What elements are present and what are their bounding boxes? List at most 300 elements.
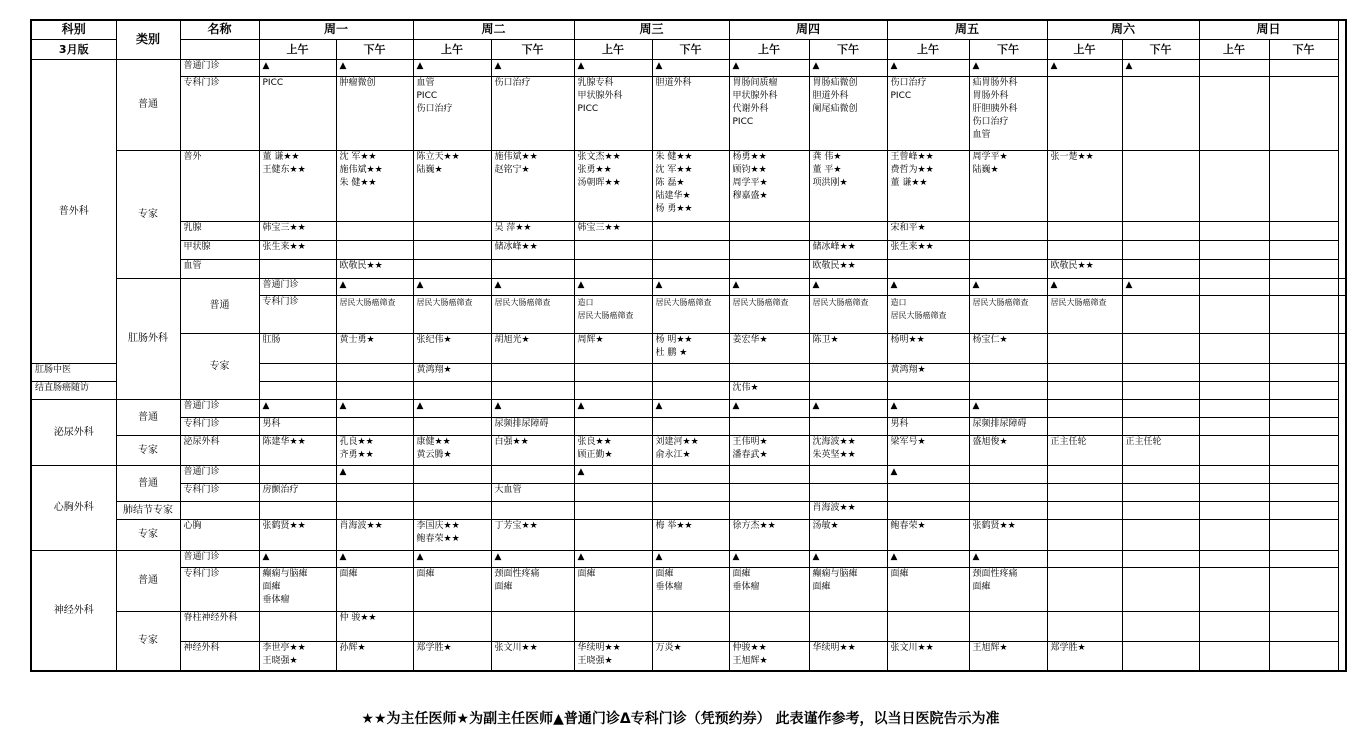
schedule-cell	[1047, 259, 1122, 278]
schedule-cell	[1122, 550, 1199, 567]
schedule-cell	[413, 76, 491, 150]
cell-line: 伤口治疗	[890, 77, 927, 88]
schedule-cell	[652, 76, 729, 150]
schedule-cell	[413, 417, 491, 435]
schedule-cell	[1269, 465, 1338, 483]
schedule-cell	[729, 333, 809, 363]
schedule-cell	[574, 399, 652, 417]
schedule-cell	[969, 240, 1047, 259]
schedule-cell	[1122, 483, 1199, 501]
table-row	[31, 240, 1346, 259]
clinic-name-cell: 神经外科	[180, 641, 259, 671]
cell-line: 仲 骏★★	[339, 612, 377, 623]
cell-line: 血管	[972, 129, 991, 140]
schedule-cell	[1199, 435, 1269, 465]
clinic-name-cell: 甲状腺	[180, 240, 259, 259]
cell-line: ▲	[262, 400, 270, 411]
schedule-cell	[1199, 363, 1269, 381]
schedule-cell	[809, 381, 887, 399]
cell-line: 张纪伟★	[416, 334, 452, 345]
schedule-cell	[491, 240, 574, 259]
schedule-cell	[729, 259, 809, 278]
cell-line: ▲	[262, 551, 270, 562]
category-cell: 普通	[116, 465, 180, 501]
schedule-cell	[652, 399, 729, 417]
cell-line: 面瘫	[972, 581, 991, 592]
schedule-cell	[729, 150, 809, 221]
day-header: 周四	[729, 20, 887, 39]
cell-line: ▲	[890, 60, 898, 71]
table-row	[31, 150, 1346, 221]
schedule-cell	[809, 240, 887, 259]
cell-line: 陆建华★	[655, 190, 691, 201]
schedule-cell	[413, 483, 491, 501]
schedule-cell	[729, 59, 809, 76]
schedule-cell	[729, 295, 809, 333]
cell-line: 李世亭★★	[262, 642, 306, 653]
schedule-cell	[1269, 278, 1338, 295]
clinic-name-cell: 普通门诊	[180, 59, 259, 76]
dept-cell: 泌尿外科	[31, 399, 116, 465]
schedule-cell	[1047, 363, 1122, 381]
schedule-cell	[336, 641, 413, 671]
category-cell: 专家	[116, 435, 180, 465]
schedule-body	[31, 59, 1346, 671]
schedule-cell	[336, 59, 413, 76]
cell-line: 居民大肠癌筛查	[416, 297, 473, 307]
dept-cell: 神经外科	[31, 550, 116, 671]
schedule-cell	[336, 611, 413, 641]
cell-line: ▲	[1125, 60, 1133, 71]
cell-line: ▲	[732, 60, 740, 71]
schedule-cell	[887, 295, 969, 333]
cell-line: 杨 勇★★	[655, 203, 693, 214]
schedule-cell	[969, 150, 1047, 221]
cell-line: 面瘫	[494, 581, 513, 592]
schedule-cell	[491, 259, 574, 278]
schedule-cell	[259, 150, 336, 221]
clinic-name-cell: 肛肠	[259, 333, 336, 363]
schedule-cell	[652, 381, 729, 399]
schedule-cell	[336, 417, 413, 435]
table-row	[31, 76, 1346, 150]
schedule-cell	[1047, 150, 1122, 221]
day-header: 周一	[259, 20, 413, 39]
schedule-cell	[1199, 501, 1269, 519]
schedule-cell	[574, 363, 652, 381]
cell-line: 杜 鹏 ★	[655, 347, 688, 358]
schedule-cell	[574, 435, 652, 465]
cell-line: 居民大肠癌筛查	[812, 297, 869, 307]
cell-line: 梅 举★★	[655, 520, 693, 531]
schedule-cell	[1199, 519, 1269, 550]
schedule-cell	[969, 611, 1047, 641]
cell-line: 王健东★★	[262, 164, 306, 175]
schedule-cell	[1047, 483, 1122, 501]
schedule-cell	[259, 417, 336, 435]
schedule-cell	[729, 435, 809, 465]
schedule-cell	[491, 150, 574, 221]
cell-line: 面瘫	[812, 581, 831, 592]
schedule-cell	[729, 550, 809, 567]
schedule-cell	[259, 611, 336, 641]
schedule-cell	[969, 59, 1047, 76]
table-row	[31, 567, 1346, 611]
schedule-cell	[969, 381, 1047, 399]
cell-line: 郑学胜★	[1050, 642, 1086, 653]
schedule-cell	[809, 278, 887, 295]
schedule-cell	[413, 278, 491, 295]
schedule-cell	[729, 278, 809, 295]
schedule-cell	[1047, 465, 1122, 483]
table-row	[31, 399, 1346, 417]
schedule-cell	[969, 278, 1047, 295]
schedule-cell	[491, 611, 574, 641]
schedule-cell	[652, 295, 729, 333]
category-cell: 普通	[116, 399, 180, 435]
cell-line: PICC	[577, 103, 599, 114]
schedule-cell	[652, 567, 729, 611]
schedule-cell	[887, 417, 969, 435]
schedule-cell	[491, 295, 574, 333]
schedule-cell	[259, 363, 336, 381]
schedule-cell	[1122, 333, 1199, 363]
table-row	[31, 333, 1346, 363]
pm-header: 下午	[1122, 39, 1199, 59]
schedule-cell	[336, 381, 413, 399]
schedule-cell	[491, 417, 574, 435]
schedule-cell	[1199, 641, 1269, 671]
cell-line: ▲	[732, 279, 740, 290]
schedule-cell	[887, 150, 969, 221]
cell-line: ▲	[577, 466, 585, 477]
schedule-cell	[336, 76, 413, 150]
schedule-cell	[574, 295, 652, 333]
cell-line: 张文川★★	[890, 642, 934, 653]
schedule-cell	[969, 641, 1047, 671]
day-header: 周日	[1199, 20, 1338, 39]
schedule-cell	[491, 399, 574, 417]
clinic-name-cell: 普通门诊	[180, 399, 259, 417]
schedule-cell	[969, 417, 1047, 435]
clinic-name-cell: 普通门诊	[180, 550, 259, 567]
schedule-cell	[652, 435, 729, 465]
schedule-cell	[413, 363, 491, 381]
schedule-cell	[491, 483, 574, 501]
schedule-cell	[1047, 519, 1122, 550]
cell-line: 肝胆胰外科	[972, 103, 1018, 114]
cell-line: 陈 磊★	[655, 177, 685, 188]
table-row	[31, 465, 1346, 483]
schedule-cell	[1199, 465, 1269, 483]
cell-line: 顾钧★★	[732, 164, 767, 175]
schedule-cell	[729, 641, 809, 671]
cell-line: 欧敬民★★	[812, 260, 856, 271]
schedule-cell	[1122, 465, 1199, 483]
am-header: 上午	[729, 39, 809, 59]
cell-line: 黄鸿翔★	[416, 364, 452, 375]
cell-line: 宋和平★	[890, 222, 926, 233]
cell-line: ▲	[577, 279, 585, 290]
cell-line: ▲	[1050, 279, 1058, 290]
schedule-cell	[259, 259, 336, 278]
schedule-cell	[809, 363, 887, 381]
schedule-cell	[1269, 399, 1338, 417]
cell-line: 鲍春荣★	[890, 520, 926, 531]
schedule-cell	[491, 59, 574, 76]
cell-line: 胃肠间质瘤	[732, 77, 778, 88]
cell-line: PICC	[416, 90, 438, 101]
cell-line: ▲	[339, 400, 347, 411]
schedule-cell	[809, 295, 887, 333]
schedule-cell	[1047, 295, 1122, 333]
cell-line: ▲	[262, 60, 270, 71]
cell-line: 居民大肠癌筛查	[577, 310, 634, 320]
cell-line: ▲	[577, 400, 585, 411]
cell-line: 胆道外科	[812, 90, 849, 101]
schedule-cell	[1199, 295, 1269, 333]
category-cell: 专家	[116, 611, 180, 671]
category-cell: 普通	[180, 278, 259, 333]
cell-line: 伤口治疗	[416, 103, 453, 114]
cell-line: 赵铭宁★	[494, 164, 530, 175]
cell-line: 刘建河★★	[655, 436, 699, 447]
schedule-cell	[336, 567, 413, 611]
cell-line: 男科	[262, 418, 281, 429]
cell-line: 张良★★	[577, 436, 612, 447]
schedule-cell	[729, 519, 809, 550]
schedule-cell	[729, 501, 809, 519]
cell-line: 顾正勤★	[577, 449, 613, 460]
cell-line: 王伟明★	[732, 436, 768, 447]
schedule-cell	[1047, 240, 1122, 259]
schedule-cell	[1269, 483, 1338, 501]
cell-line: 面瘫	[262, 581, 281, 592]
schedule-cell	[491, 641, 574, 671]
schedule-cell	[969, 221, 1047, 240]
schedule-cell	[574, 381, 652, 399]
schedule-cell	[1122, 381, 1199, 399]
pm-header: 下午	[969, 39, 1047, 59]
cell-line: ▲	[339, 551, 347, 562]
cell-line: 尿频排尿障碍	[494, 418, 549, 429]
cell-line: 张鹤贤★★	[262, 520, 306, 531]
schedule-cell	[809, 435, 887, 465]
schedule-cell	[259, 59, 336, 76]
clinic-name-cell: 专科门诊	[180, 567, 259, 611]
cell-line: 癫痫与脑瘫	[812, 568, 858, 579]
category-cell: 肺结节专家	[116, 501, 180, 519]
table-row	[31, 435, 1346, 465]
category-cell: 普通	[116, 59, 180, 150]
schedule-cell	[574, 641, 652, 671]
cell-line: 张文杰★★	[577, 151, 621, 162]
cell-line: 吴 萍★★	[494, 222, 532, 233]
cell-line: 费哲为★★	[890, 164, 934, 175]
cell-line: 颈面性疼痛	[972, 568, 1018, 579]
schedule-cell	[729, 567, 809, 611]
clinic-name-cell: 心胸	[180, 519, 259, 550]
cell-line: 鲍春荣★★	[416, 533, 460, 544]
schedule-cell	[574, 465, 652, 483]
schedule-cell	[259, 641, 336, 671]
cell-line: ▲	[972, 551, 980, 562]
schedule-cell	[809, 550, 887, 567]
cell-line: 康健★★	[416, 436, 451, 447]
cell-line: 血管	[416, 77, 435, 88]
clinic-name-cell: 专科门诊	[180, 483, 259, 501]
schedule-cell	[1047, 641, 1122, 671]
cell-line: 杨明★★	[890, 334, 925, 345]
cell-line: 陈立天★★	[416, 151, 460, 162]
schedule-cell	[259, 240, 336, 259]
schedule-cell	[729, 611, 809, 641]
schedule-cell	[1199, 259, 1269, 278]
cell-line: ▲	[416, 400, 424, 411]
cell-line: 韩宝三★★	[577, 222, 621, 233]
schedule-cell	[413, 435, 491, 465]
cell-line: 胡旭光★	[494, 334, 530, 345]
schedule-cell	[809, 76, 887, 150]
schedule-cell	[491, 465, 574, 483]
schedule-cell	[1047, 550, 1122, 567]
schedule-cell	[729, 240, 809, 259]
cell-line: 胃肠外科	[972, 90, 1009, 101]
cell-line: 面瘫	[416, 568, 435, 579]
schedule-cell	[336, 240, 413, 259]
schedule-cell	[259, 483, 336, 501]
cell-line: 王旭辉★	[972, 642, 1008, 653]
dept-cell: 心胸外科	[31, 465, 116, 550]
schedule-cell	[1269, 435, 1338, 465]
dept-cell: 肛肠外科	[116, 278, 180, 399]
cell-line: 面瘫	[339, 568, 358, 579]
cell-line: 肖海波★★	[339, 520, 383, 531]
schedule-cell	[809, 567, 887, 611]
pm-header: 下午	[652, 39, 729, 59]
clinic-name-cell	[180, 501, 259, 519]
schedule-cell	[1122, 435, 1199, 465]
schedule-cell	[574, 259, 652, 278]
schedule-cell	[1122, 519, 1199, 550]
cell-line: 面瘫	[890, 568, 909, 579]
schedule-cell	[729, 417, 809, 435]
schedule-cell	[652, 333, 729, 363]
schedule-cell	[969, 363, 1047, 381]
schedule-cell	[1199, 59, 1269, 76]
schedule-cell	[809, 465, 887, 483]
cell-line: ▲	[339, 466, 347, 477]
cell-line: 施伟斌★★	[339, 164, 383, 175]
cell-line: ▲	[494, 60, 502, 71]
schedule-cell	[652, 611, 729, 641]
cell-line: ▲	[812, 279, 820, 290]
clinic-name-cell: 普通门诊	[259, 278, 336, 295]
cell-line: 周学平★	[732, 177, 768, 188]
clinic-name-cell: 普外	[180, 150, 259, 221]
cell-line: 居民大肠癌筛查	[655, 297, 712, 307]
schedule-cell	[336, 221, 413, 240]
cell-line: 甲状腺外科	[577, 90, 623, 101]
schedule-cell	[491, 363, 574, 381]
schedule-cell	[1199, 399, 1269, 417]
schedule-cell	[336, 519, 413, 550]
schedule-cell	[729, 363, 809, 381]
schedule-cell	[809, 417, 887, 435]
cell-line: 乳腺专科	[577, 77, 614, 88]
cell-line: ▲	[972, 60, 980, 71]
schedule-cell	[1199, 381, 1269, 399]
schedule-cell	[1122, 399, 1199, 417]
schedule-cell	[887, 221, 969, 240]
cell-line: 龚 伟★	[812, 151, 842, 162]
cell-line: 沈海波★★	[812, 436, 856, 447]
schedule-cell	[1122, 278, 1199, 295]
cell-line: ▲	[972, 400, 980, 411]
cell-line: 陆巍★	[416, 164, 443, 175]
schedule-cell	[1047, 278, 1122, 295]
schedule-cell	[652, 501, 729, 519]
schedule-cell	[574, 221, 652, 240]
schedule-cell	[1047, 417, 1122, 435]
schedule-cell	[1122, 501, 1199, 519]
schedule-cell	[809, 501, 887, 519]
schedule-cell	[652, 641, 729, 671]
schedule-cell	[574, 550, 652, 567]
schedule-cell	[1269, 417, 1338, 435]
schedule-cell	[809, 59, 887, 76]
cell-line: 癫痫与脑瘫	[262, 568, 308, 579]
cell-line: 大血管	[494, 484, 522, 495]
cell-line: 杨宝仁★	[972, 334, 1008, 345]
schedule-cell	[1269, 295, 1338, 333]
cell-line: 万炎★	[655, 642, 682, 653]
cell-line: ▲	[732, 551, 740, 562]
cell-line: ▲	[416, 279, 424, 290]
schedule-cell	[809, 333, 887, 363]
cell-line: 黄云腾★	[416, 449, 452, 460]
table-row	[31, 519, 1346, 550]
version-label: 3月版	[31, 39, 116, 59]
schedule-cell	[574, 333, 652, 363]
schedule-cell	[1122, 221, 1199, 240]
schedule-cell	[652, 259, 729, 278]
schedule-cell	[574, 278, 652, 295]
table-row	[31, 501, 1346, 519]
cell-line: 周辉★	[577, 334, 604, 345]
cell-line: ▲	[655, 60, 663, 71]
cell-line: 王旭辉★	[732, 655, 768, 666]
schedule-cell	[887, 59, 969, 76]
schedule-cell	[652, 278, 729, 295]
clinic-name-cell: 脊柱神经外科	[180, 611, 259, 641]
schedule-cell	[969, 259, 1047, 278]
cell-line: 董 谦★★	[890, 177, 928, 188]
schedule-cell	[1269, 221, 1338, 240]
schedule-cell	[491, 519, 574, 550]
table-row	[31, 278, 1346, 295]
schedule-cell	[729, 76, 809, 150]
cell-line: 张一楚★★	[1050, 151, 1094, 162]
day-header: 周五	[887, 20, 1047, 39]
schedule-cell	[652, 150, 729, 221]
schedule-cell	[1047, 76, 1122, 150]
schedule-cell	[491, 221, 574, 240]
cell-line: 徐方杰★★	[732, 520, 776, 531]
dept-header: 科别	[31, 20, 116, 39]
cell-line: 穆嘉盛★	[732, 190, 768, 201]
cell-line: 丁芳宝★★	[494, 520, 538, 531]
